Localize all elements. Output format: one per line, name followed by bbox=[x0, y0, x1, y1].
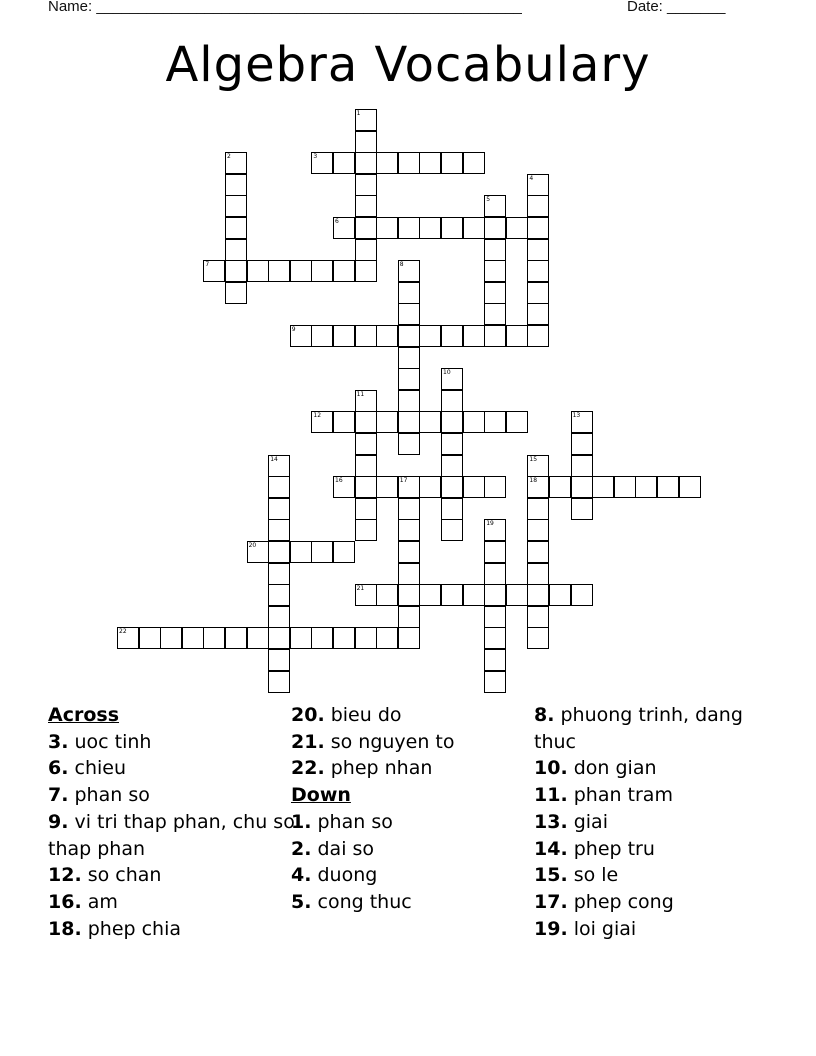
grid-cell[interactable] bbox=[225, 282, 247, 304]
clue-number: 1 bbox=[356, 110, 361, 117]
name-field: Name: ___________________________________________________ bbox=[48, 0, 522, 15]
across-clue: 21. so nguyen to bbox=[291, 730, 455, 753]
grid-cell[interactable] bbox=[506, 411, 528, 433]
grid-cell[interactable] bbox=[225, 195, 247, 217]
grid-cell[interactable] bbox=[527, 541, 549, 563]
grid-cell[interactable] bbox=[419, 152, 441, 174]
grid-cell[interactable] bbox=[139, 627, 161, 649]
grid-cell[interactable] bbox=[635, 476, 657, 498]
grid-cell[interactable] bbox=[247, 541, 269, 563]
grid-cell[interactable] bbox=[419, 584, 441, 606]
clue-number: 13 bbox=[572, 412, 581, 420]
grid-cell[interactable] bbox=[441, 584, 463, 606]
clue-number: 11 bbox=[356, 390, 365, 398]
grid-cell[interactable] bbox=[571, 433, 593, 455]
grid-cell[interactable] bbox=[484, 217, 506, 239]
grid-cell[interactable] bbox=[398, 563, 420, 585]
grid-cell[interactable] bbox=[441, 455, 463, 477]
grid-cell[interactable] bbox=[355, 260, 377, 282]
grid-cell[interactable] bbox=[355, 433, 377, 455]
grid-cell[interactable] bbox=[355, 455, 377, 477]
grid-cell[interactable] bbox=[419, 476, 441, 498]
across-clue: 18. phep chia bbox=[48, 917, 182, 940]
grid-cell[interactable] bbox=[355, 152, 377, 174]
grid-cell[interactable] bbox=[225, 260, 247, 282]
grid-cell[interactable] bbox=[571, 498, 593, 520]
grid-cell[interactable] bbox=[311, 411, 333, 433]
grid-cell[interactable] bbox=[441, 411, 463, 433]
grid-cell[interactable] bbox=[333, 627, 355, 649]
grid-cell[interactable] bbox=[441, 476, 463, 498]
grid-cell[interactable] bbox=[376, 584, 398, 606]
down-clue: 19. loi giai bbox=[534, 917, 637, 940]
grid-cell[interactable] bbox=[355, 476, 377, 498]
clue-number: 16 bbox=[335, 477, 343, 485]
clue-number: 10 bbox=[443, 369, 451, 377]
clue-number: 12 bbox=[313, 412, 322, 420]
grid-cell[interactable] bbox=[203, 627, 225, 649]
grid-cell[interactable] bbox=[268, 627, 290, 649]
down-clue: 11. phan tram bbox=[534, 784, 673, 807]
grid-cell[interactable] bbox=[527, 325, 549, 347]
across-heading: Across bbox=[48, 704, 120, 726]
grid-cell[interactable] bbox=[355, 627, 377, 649]
across-clue: 16. am bbox=[48, 890, 118, 913]
grid-cell[interactable] bbox=[527, 260, 549, 282]
grid-cell[interactable] bbox=[225, 152, 247, 174]
grid-cell[interactable] bbox=[225, 174, 247, 196]
grid-cell[interactable] bbox=[311, 627, 333, 649]
grid-cell[interactable] bbox=[398, 411, 420, 433]
grid-cell[interactable] bbox=[355, 174, 377, 196]
grid-cell[interactable] bbox=[506, 584, 528, 606]
across-clue: 6. chieu bbox=[48, 757, 126, 780]
clue-number: 15 bbox=[529, 455, 538, 463]
grid-cell[interactable] bbox=[398, 217, 420, 239]
grid-cell[interactable] bbox=[311, 260, 333, 282]
grid-cell[interactable] bbox=[463, 217, 485, 239]
grid-cell[interactable] bbox=[527, 498, 549, 520]
grid-cell[interactable] bbox=[441, 519, 463, 541]
grid-cell[interactable] bbox=[506, 325, 528, 347]
grid-cell[interactable] bbox=[571, 476, 593, 498]
grid-cell[interactable] bbox=[311, 541, 333, 563]
grid-cell[interactable] bbox=[614, 476, 636, 498]
grid-cell[interactable] bbox=[268, 455, 290, 477]
clue-column-1 bbox=[48, 702, 298, 942]
grid-cell[interactable] bbox=[268, 649, 290, 671]
grid-cell[interactable] bbox=[419, 217, 441, 239]
down-clue: 10. don gian bbox=[534, 757, 657, 780]
grid-cell[interactable] bbox=[592, 476, 614, 498]
grid-cell[interactable] bbox=[355, 217, 377, 239]
grid-cell[interactable] bbox=[355, 411, 377, 433]
grid-cell[interactable] bbox=[355, 390, 377, 412]
clue-number: 3 bbox=[313, 153, 318, 161]
grid-cell[interactable] bbox=[398, 498, 420, 520]
grid-cell[interactable] bbox=[484, 476, 506, 498]
grid-cell[interactable] bbox=[398, 282, 420, 304]
grid-cell[interactable] bbox=[527, 519, 549, 541]
grid-cell[interactable] bbox=[571, 411, 593, 433]
grid-cell[interactable] bbox=[398, 390, 420, 412]
grid-cell[interactable] bbox=[441, 390, 463, 412]
grid-cell[interactable] bbox=[484, 195, 506, 217]
down-clue: 4. duong bbox=[291, 864, 378, 887]
grid-cell[interactable] bbox=[333, 541, 355, 563]
grid-cell[interactable] bbox=[549, 476, 571, 498]
down-heading: Down bbox=[291, 784, 351, 807]
grid-cell[interactable] bbox=[376, 217, 398, 239]
down-clue-list bbox=[291, 809, 541, 916]
grid-cell[interactable] bbox=[506, 217, 528, 239]
grid-cell[interactable] bbox=[527, 303, 549, 325]
grid-cell[interactable] bbox=[527, 217, 549, 239]
grid-cell[interactable] bbox=[268, 671, 290, 693]
grid-cell[interactable] bbox=[441, 325, 463, 347]
date-field: Date: _______ bbox=[627, 0, 726, 15]
across-clue: 3. uoc tinh bbox=[48, 730, 152, 753]
grid-cell[interactable] bbox=[333, 476, 355, 498]
grid-cell[interactable] bbox=[527, 174, 549, 196]
grid-cell[interactable] bbox=[484, 411, 506, 433]
grid-cell[interactable] bbox=[441, 217, 463, 239]
clue-number: 6 bbox=[335, 218, 339, 225]
grid-cell[interactable] bbox=[484, 519, 506, 541]
clue-number: 8 bbox=[399, 261, 404, 269]
down-clue: 5. cong thuc bbox=[291, 890, 412, 913]
across-clue-list bbox=[48, 729, 298, 943]
grid-cell[interactable] bbox=[463, 152, 485, 174]
down-clue-list-continued bbox=[534, 702, 784, 942]
grid-cell[interactable] bbox=[290, 325, 312, 347]
grid-cell[interactable] bbox=[355, 498, 377, 520]
grid-cell[interactable] bbox=[398, 541, 420, 563]
grid-cell[interactable] bbox=[355, 519, 377, 541]
grid-cell[interactable] bbox=[247, 627, 269, 649]
grid-cell[interactable] bbox=[398, 368, 420, 390]
grid-cell[interactable] bbox=[527, 584, 549, 606]
grid-cell[interactable] bbox=[463, 325, 485, 347]
down-clue: 17. phep cong bbox=[534, 890, 674, 913]
clue-number: 19 bbox=[486, 520, 494, 528]
grid-cell[interactable] bbox=[571, 455, 593, 477]
grid-cell[interactable] bbox=[398, 606, 420, 628]
grid-cell[interactable] bbox=[571, 584, 593, 606]
clue-number: 4 bbox=[529, 174, 534, 182]
grid-cell[interactable] bbox=[268, 260, 290, 282]
page-title: Algebra Vocabulary bbox=[165, 37, 651, 93]
grid-cell[interactable] bbox=[398, 519, 420, 541]
grid-cell[interactable] bbox=[268, 563, 290, 585]
grid-cell[interactable] bbox=[398, 627, 420, 649]
grid-cell[interactable] bbox=[376, 152, 398, 174]
grid-cell[interactable] bbox=[398, 325, 420, 347]
grid-cell[interactable] bbox=[484, 541, 506, 563]
grid-cell[interactable] bbox=[333, 411, 355, 433]
grid-cell[interactable] bbox=[117, 627, 139, 649]
down-clue: 14. phep tru bbox=[534, 837, 655, 860]
across-clue-list-continued bbox=[291, 702, 541, 782]
grid-cell[interactable] bbox=[225, 627, 247, 649]
grid-cell[interactable] bbox=[398, 260, 420, 282]
grid-cell[interactable] bbox=[225, 217, 247, 239]
grid-cell[interactable] bbox=[419, 411, 441, 433]
across-clue: 7. phan so bbox=[48, 784, 150, 807]
grid-cell[interactable] bbox=[441, 498, 463, 520]
grid-cell[interactable] bbox=[398, 347, 420, 369]
grid-cell[interactable] bbox=[484, 303, 506, 325]
grid-cell[interactable] bbox=[290, 541, 312, 563]
grid-cell[interactable] bbox=[333, 260, 355, 282]
grid-cell[interactable] bbox=[268, 476, 290, 498]
down-clue: 8. phuong trinh, dang thuc bbox=[534, 704, 743, 753]
grid-cell[interactable] bbox=[549, 584, 571, 606]
grid-cell[interactable] bbox=[484, 627, 506, 649]
grid-cell[interactable] bbox=[463, 476, 485, 498]
grid-cell[interactable] bbox=[441, 433, 463, 455]
clue-number: 5 bbox=[486, 196, 491, 204]
grid-cell[interactable] bbox=[527, 627, 549, 649]
grid-cell[interactable] bbox=[463, 411, 485, 433]
grid-cell[interactable] bbox=[355, 325, 377, 347]
clue-number: 14 bbox=[270, 455, 278, 463]
grid-cell[interactable] bbox=[398, 476, 420, 498]
grid-cell[interactable] bbox=[527, 282, 549, 304]
grid-cell[interactable] bbox=[398, 584, 420, 606]
grid-cell[interactable] bbox=[463, 584, 485, 606]
grid-cell[interactable] bbox=[376, 476, 398, 498]
grid-cell[interactable] bbox=[268, 584, 290, 606]
grid-cell[interactable] bbox=[355, 239, 377, 261]
clue-number: 21 bbox=[356, 585, 365, 593]
grid-cell[interactable] bbox=[484, 671, 506, 693]
clue-number: 22 bbox=[119, 628, 127, 636]
grid-cell[interactable] bbox=[484, 325, 506, 347]
across-clue: 22. phep nhan bbox=[291, 757, 433, 780]
clue-number: 9 bbox=[291, 326, 296, 333]
across-clue: 9. vi tri thap phan, chu so thap phan bbox=[48, 810, 295, 860]
grid-cell[interactable] bbox=[247, 260, 269, 282]
clue-column-3 bbox=[534, 702, 784, 942]
grid-cell[interactable] bbox=[333, 152, 355, 174]
grid-cell[interactable] bbox=[355, 195, 377, 217]
down-clue: 2. dai so bbox=[291, 837, 375, 860]
grid-cell[interactable] bbox=[484, 606, 506, 628]
grid-cell[interactable] bbox=[398, 303, 420, 325]
across-clue: 20. bieu do bbox=[291, 704, 402, 726]
grid-cell[interactable] bbox=[225, 239, 247, 261]
grid-cell[interactable] bbox=[527, 563, 549, 585]
grid-cell[interactable] bbox=[484, 260, 506, 282]
clue-number: 20 bbox=[248, 542, 257, 549]
grid-cell[interactable] bbox=[527, 606, 549, 628]
grid-cell[interactable] bbox=[203, 260, 225, 282]
grid-cell[interactable] bbox=[182, 627, 204, 649]
grid-cell[interactable] bbox=[527, 455, 549, 477]
grid-cell[interactable] bbox=[355, 109, 377, 131]
grid-cell[interactable] bbox=[527, 476, 549, 498]
grid-cell[interactable] bbox=[376, 411, 398, 433]
grid-cell[interactable] bbox=[419, 325, 441, 347]
grid-cell[interactable] bbox=[268, 606, 290, 628]
grid-cell[interactable] bbox=[679, 476, 701, 498]
clue-number: 2 bbox=[227, 153, 231, 161]
grid-cell[interactable] bbox=[376, 627, 398, 649]
grid-cell[interactable] bbox=[527, 195, 549, 217]
grid-cell[interactable] bbox=[484, 563, 506, 585]
grid-cell[interactable] bbox=[333, 217, 355, 239]
down-clue: 13. giai bbox=[534, 810, 608, 833]
grid-cell[interactable] bbox=[441, 152, 463, 174]
grid-cell[interactable] bbox=[268, 541, 290, 563]
grid-cell[interactable] bbox=[290, 627, 312, 649]
grid-cell[interactable] bbox=[527, 239, 549, 261]
grid-cell[interactable] bbox=[355, 584, 377, 606]
grid-cell[interactable] bbox=[484, 584, 506, 606]
grid-cell[interactable] bbox=[398, 433, 420, 455]
grid-cell[interactable] bbox=[268, 498, 290, 520]
grid-cell[interactable] bbox=[484, 282, 506, 304]
grid-cell[interactable] bbox=[160, 627, 182, 649]
grid-cell[interactable] bbox=[376, 325, 398, 347]
grid-cell[interactable] bbox=[398, 152, 420, 174]
grid-cell[interactable] bbox=[657, 476, 679, 498]
grid-cell[interactable] bbox=[484, 239, 506, 261]
grid-cell[interactable] bbox=[333, 325, 355, 347]
down-clue: 15. so le bbox=[534, 864, 619, 887]
grid-cell[interactable] bbox=[311, 152, 333, 174]
clue-number: 18 bbox=[529, 477, 538, 485]
grid-cell[interactable] bbox=[268, 519, 290, 541]
clue-column-2 bbox=[291, 702, 541, 916]
grid-cell[interactable] bbox=[355, 131, 377, 153]
clue-number: 7 bbox=[205, 261, 210, 269]
grid-cell[interactable] bbox=[441, 368, 463, 390]
across-clue: 12. so chan bbox=[48, 864, 162, 887]
down-clue: 1. phan so bbox=[291, 810, 393, 833]
clue-number: 17 bbox=[399, 477, 408, 485]
grid-cell[interactable] bbox=[311, 325, 333, 347]
grid-cell[interactable] bbox=[290, 260, 312, 282]
grid-cell[interactable] bbox=[484, 649, 506, 671]
